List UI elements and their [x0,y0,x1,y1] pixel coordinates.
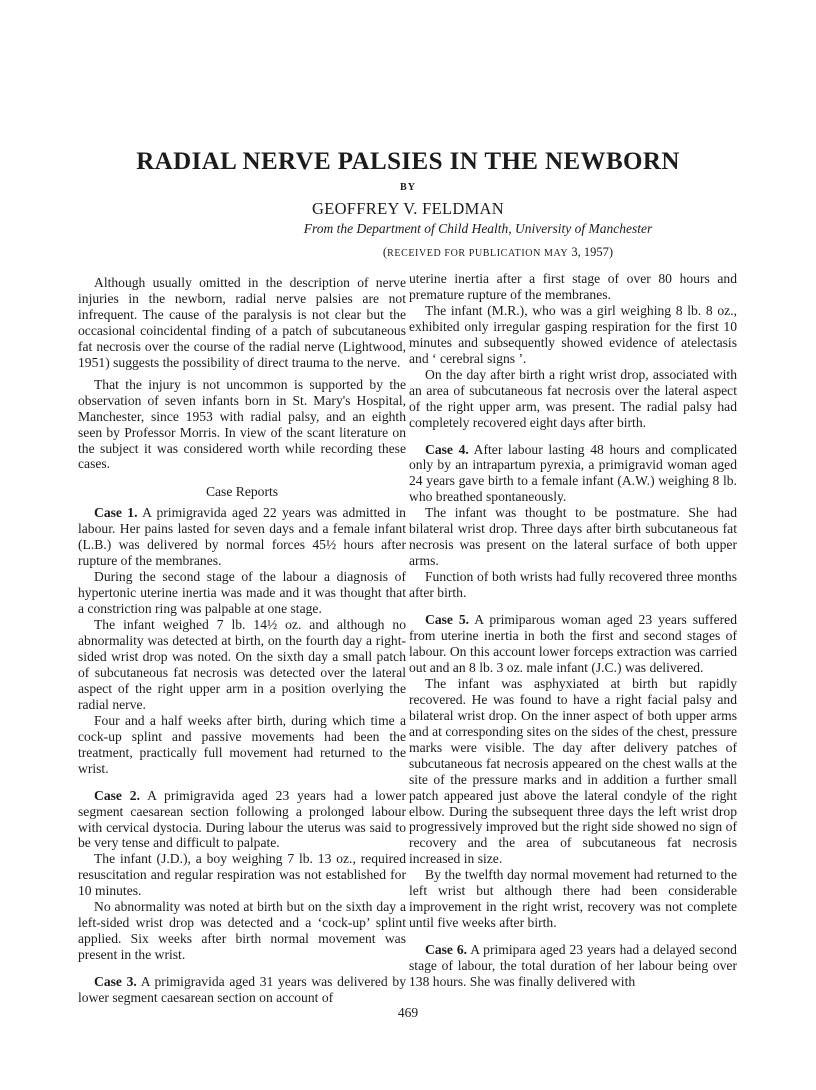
case-1-paragraph: During the second stage of the labour a diagnosis of hypertonic uterine inertia was made and it was thought that a constriction ring was palpable at one stage. [78,569,406,617]
intro-paragraph: Although usually omitted in the description of nerve injuries in the newborn, radial nerve palsies are not infrequent. The cause of the paralysis is not clear but the occasional coincidental finding of a patch of subcutaneous fat necrosis over the course of the radial nerve (Lightwood, 1951) suggests the possibility of direct trauma to the nerve. [78,275,406,370]
received-date: (RECEIVED FOR PUBLICATION MAY 3, 1957) [382,245,614,259]
case-3-paragraph: The infant (M.R.), who was a girl weighing 8 lb. 8 oz., exhibited only irregular gasping respiration for the first 10 minutes and subsequently showed evidence of atelectasis and ‘ cerebral signs ’. [409,302,737,366]
case-2-label: Case 2. [94,787,140,803]
case-2-paragraph: No abnormality was noted at birth but on the sixth day a left-sided wrist drop was detected and a ‘cock-up’ splint applied. Six weeks after birth normal movement was present in the wrist. [78,899,406,963]
case-1-paragraph: The infant weighed 7 lb. 14½ oz. and although no abnormality was detected at birth, on the fourth day a right-sided wrist drop was noted. On the sixth day a small patch of subcutaneous fat necrosis was detected over the lateral aspect of the right upper arm in a position overlying the radial nerve. [78,617,406,712]
case-2-paragraph: The infant (J.D.), a boy weighing 7 lb. 13 oz., required resuscitation and regular respiration was not established for 10 minutes. [78,851,406,899]
byline-by: BY [400,182,416,193]
intro-paragraph: That the injury is not uncommon is supported by the observation of seven infants born in St. Mary's Hospital, Manchester, since 1953 with radial palsy, and an eighth seen by Professor Morris. In view of the scant literature on the subject it was considered worth while recording these cases. [78,376,406,472]
author-name: GEOFFREY V. FELDMAN [312,199,504,218]
case-3-label: Case 3. [94,974,137,990]
case-4-paragraph: The infant was thought to be postmature. She had bilateral wrist drop. Three days after birth subcutaneous fat necrosis was present on the lateral surface of both upper arms. [409,505,737,569]
case-4-paragraph: Function of both wrists had fully recovered three months after birth. [409,569,737,601]
case-3-paragraph: On the day after birth a right wrist drop, associated with an area of subcutaneous fat necrosis over the lateral aspect of the right upper arm, was present. The radial palsy had completely recovered eight days after birth. [409,366,737,430]
case-5-paragraph: Case 5. A primiparous woman aged 23 years suffered from uterine inertia in both the first and second stages of labour. On this account lower forceps extraction was carried out and an 8 lb. 3 oz. male infant (J.C.) was delivered. [409,612,737,675]
case-2-paragraph: Case 2. A primigravida aged 23 years had a lower segment caesarean section following a prolonged labour with cervical dystocia. During labour the uterus was said to be very tense and difficult to palpate. [78,787,406,851]
case-4-label: Case 4. [425,441,469,457]
case-5-paragraph: By the twelfth day normal movement had returned to the left wrist but although there had been considerable improvement in the right wrist, recovery was not complete until five weeks after birth. [409,867,737,931]
author-affiliation: From the Department of Child Health, University of Manchester [303,221,653,236]
case-1-label: Case 1. [94,505,138,521]
article-title: RADIAL NERVE PALSIES IN THE NEWBORN [136,148,680,175]
case-5-paragraph: The infant was asphyxiated at birth but rapidly recovered. He was found to have a right facial palsy and bilateral wrist drop. On the inner aspect of both upper arms and at corresponding sites on the sides of the chest, pressure marks were visible. The day after delivery patches of subcutaneous fat necrosis appeared on the chest walls at the site of the pressure marks and in addition a further small patch appeared just above the lateral condyle of the right elbow. During the subsequent three days the left wrist drop progressively improved but the right side showed no sign of recovery and the area of subcutaneous fat necrosis increased in size. [409,675,737,867]
page-number: 469 [397,1005,419,1020]
right-column [409,271,737,990]
case-1-paragraph: Case 1. A primigravida aged 22 years was admitted in labour. Her pains lasted for seven days and a female infant (L.B.) was delivered by normal forces 45½ hours after rupture of the membranes. [78,505,406,569]
case-3-paragraph: Case 3. A primigravida aged 31 years was delivered by lower segment caesarean section on account of [78,974,406,1006]
case-6-paragraph: Case 6. A primipara aged 23 years had a delayed second stage of labour, the total duration of her labour being over 138 hours. She was finally delivered with [409,942,737,990]
case-6-label: Case 6. [425,942,468,958]
left-column [78,275,406,1006]
case-3-continuation: uterine inertia after a first stage of over 80 hours and premature rupture of the membranes. [409,271,737,302]
case-5-label: Case 5. [425,612,470,628]
case-1-paragraph: Four and a half weeks after birth, during which time a cock-up splint and passive movements had been the treatment, practically full movement had returned to the wrist. [78,712,406,776]
section-heading: Case Reports [205,484,279,500]
case-4-paragraph: Case 4. After labour lasting 48 hours and complicated only by an intrapartum pyrexia, a primigravid woman aged 24 years gave birth to a female infant (A.W.) weighing 8 lb. who breathed spontaneously. [409,441,737,505]
